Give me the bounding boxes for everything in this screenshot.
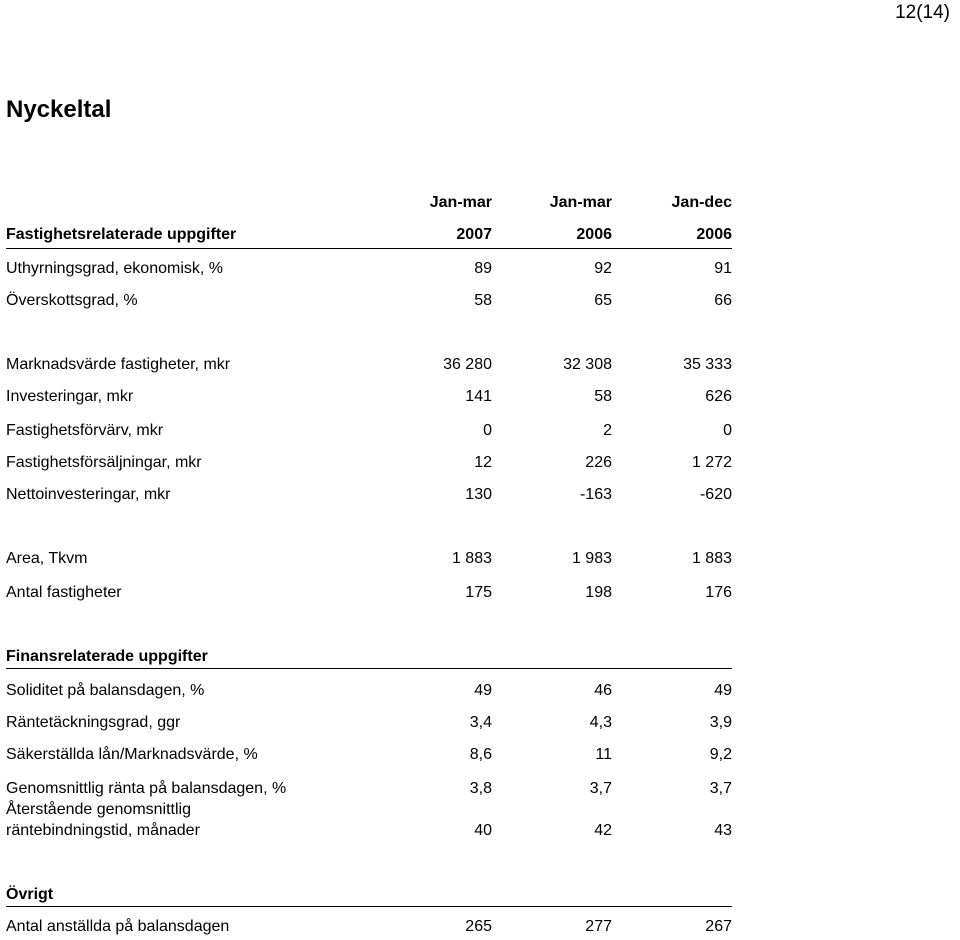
row-label: Uthyrningsgrad, ekonomisk, % [6, 260, 223, 277]
row-label: Area, Tkvm [6, 550, 88, 567]
row-value: 226 [585, 454, 612, 471]
row-value: 35 333 [683, 356, 732, 373]
row-value: 277 [585, 918, 612, 935]
row-value: 89 [474, 260, 492, 277]
row-value: 265 [465, 918, 492, 935]
row-label: Nettoinvesteringar, mkr [6, 486, 171, 503]
page-title: Nyckeltal [6, 96, 112, 123]
section-divider-other [6, 906, 732, 907]
row-value: 2 [603, 422, 612, 439]
row-value: 46 [594, 682, 612, 699]
table-row [6, 680, 732, 702]
header-period-2: Jan-mar [549, 194, 612, 211]
row-value: 66 [714, 292, 732, 309]
section-heading-property [6, 224, 732, 246]
table-row-label-line1 [6, 800, 732, 820]
header-year-3: 2006 [696, 226, 732, 243]
section-title-property: Fastighetsrelaterade uppgifter [6, 226, 237, 243]
row-value: 1 883 [451, 550, 492, 567]
header-period-3: Jan-dec [671, 194, 732, 211]
row-value: 0 [483, 422, 492, 439]
row-value: 43 [714, 822, 732, 839]
row-value: 3,7 [709, 780, 732, 797]
row-label: Genomsnittlig ränta på balansdagen, % [6, 780, 287, 797]
row-label: Säkerställda lån/Marknadsvärde, % [6, 746, 258, 763]
section-title-other: Övrigt [6, 886, 54, 903]
row-label: Räntetäckningsgrad, ggr [6, 714, 181, 731]
row-value: 626 [705, 388, 732, 405]
row-value: 49 [474, 682, 492, 699]
row-value: 175 [465, 584, 492, 601]
row-value: 58 [474, 292, 492, 309]
row-value: 0 [723, 422, 732, 439]
table-row [6, 744, 732, 766]
table-row [6, 916, 732, 938]
row-value: 198 [585, 584, 612, 601]
section-divider-property [6, 248, 732, 249]
table-row [6, 452, 732, 474]
table-row [6, 778, 732, 800]
table-row [6, 712, 732, 734]
table-row [6, 582, 732, 604]
row-value: 92 [594, 260, 612, 277]
row-value: 58 [594, 388, 612, 405]
row-label: Antal fastigheter [6, 584, 122, 601]
row-label: Investeringar, mkr [6, 388, 134, 405]
table-row [6, 484, 732, 506]
row-value: 1 883 [691, 550, 732, 567]
row-value: 40 [474, 822, 492, 839]
row-value: -620 [699, 486, 732, 503]
row-value: 1 272 [691, 454, 732, 471]
page-number: 12(14) [895, 2, 950, 23]
row-label: Antal anställda på balansdagen [6, 918, 230, 935]
row-value: 130 [465, 486, 492, 503]
header-period-row [6, 192, 732, 214]
section-heading-finance [6, 646, 732, 668]
row-label: Fastighetsförsäljningar, mkr [6, 454, 202, 471]
row-value: 9,2 [709, 746, 732, 763]
row-label: Soliditet på balansdagen, % [6, 682, 205, 699]
row-label: Fastighetsförvärv, mkr [6, 422, 164, 439]
row-value: 65 [594, 292, 612, 309]
section-title-finance: Finansrelaterade uppgifter [6, 648, 208, 665]
row-value: 141 [465, 388, 492, 405]
table-row [6, 548, 732, 570]
header-year-2: 2006 [576, 226, 612, 243]
table-row [6, 820, 732, 842]
row-value: 49 [714, 682, 732, 699]
row-value: 267 [705, 918, 732, 935]
table-row [6, 354, 732, 376]
table-row [6, 258, 732, 280]
row-value: 3,9 [709, 714, 732, 731]
row-label: räntebindningstid, månader [6, 822, 200, 839]
row-value: 32 308 [563, 356, 612, 373]
row-value: 42 [594, 822, 612, 839]
section-heading-other [6, 884, 732, 906]
row-value: 1 983 [571, 550, 612, 567]
row-value: 91 [714, 260, 732, 277]
header-year-1: 2007 [456, 226, 492, 243]
row-label: Marknadsvärde fastigheter, mkr [6, 356, 231, 373]
row-label: Överskottsgrad, % [6, 292, 138, 309]
section-divider-finance [6, 668, 732, 669]
table-row [6, 290, 732, 312]
row-value: 4,3 [589, 714, 612, 731]
row-value: 3,7 [589, 780, 612, 797]
header-period-1: Jan-mar [429, 194, 492, 211]
row-value: 36 280 [443, 356, 492, 373]
row-value: 3,8 [469, 780, 492, 797]
row-value: 11 [595, 746, 612, 763]
row-value: -163 [579, 486, 612, 503]
row-value: 3,4 [469, 714, 492, 731]
row-value: 8,6 [469, 746, 492, 763]
table-row [6, 386, 732, 408]
table-row [6, 420, 732, 442]
row-value: 12 [474, 454, 492, 471]
row-label: Återstående genomsnittlig [6, 801, 191, 818]
row-value: 176 [705, 584, 732, 601]
